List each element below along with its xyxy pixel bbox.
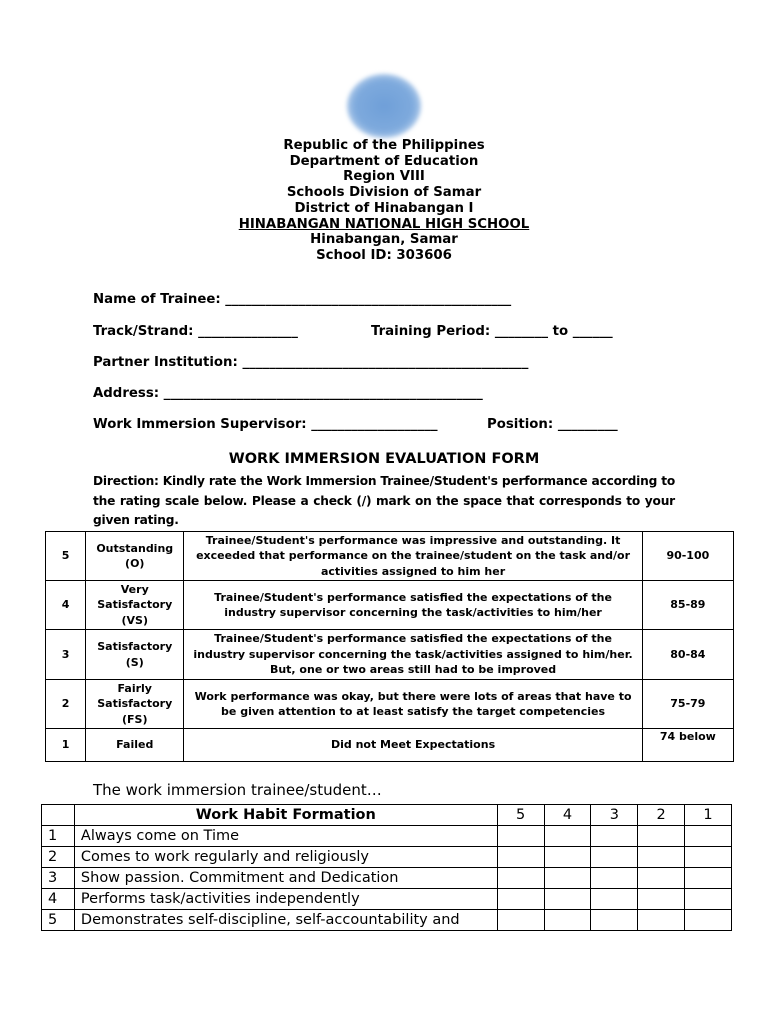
scale-range: 74 below bbox=[642, 729, 733, 762]
scale-rate: 5 bbox=[46, 532, 86, 581]
scale-range: 90-100 bbox=[642, 532, 733, 581]
scale-label: Fairly Satisfactory (FS) bbox=[86, 680, 184, 729]
rating-cell-2[interactable] bbox=[638, 847, 685, 868]
header-line: Schools Division of Samar bbox=[286, 185, 482, 201]
item-number: 3 bbox=[42, 868, 75, 889]
item-number: 4 bbox=[42, 889, 75, 910]
item-number: 1 bbox=[42, 826, 75, 847]
item-text: Performs task/activities independently bbox=[74, 889, 497, 910]
scale-description: Trainee/Student's performance was impressive and outstanding. It exceeded that performance on the trainee/student on the task and/or activities assigned to him her bbox=[184, 532, 642, 581]
rating-cell-2[interactable] bbox=[638, 868, 685, 889]
rating-cell-3[interactable] bbox=[591, 847, 638, 868]
lead-text: The work immersion trainee/student… bbox=[93, 781, 382, 799]
item-number: 2 bbox=[42, 847, 75, 868]
header-line: Department of Education bbox=[289, 153, 479, 169]
work-habit-heading: Work Habit Formation bbox=[74, 805, 497, 826]
work-habit-table bbox=[41, 804, 732, 931]
item-text: Comes to work regularly and religiously bbox=[74, 847, 497, 868]
header-blank bbox=[42, 805, 75, 826]
rating-cell-1[interactable] bbox=[685, 847, 732, 868]
rating-cell-1[interactable] bbox=[685, 868, 732, 889]
rating-header-1: 1 bbox=[685, 805, 732, 826]
scale-row bbox=[46, 581, 734, 630]
rating-header-5: 5 bbox=[497, 805, 544, 826]
scale-label: Satisfactory (S) bbox=[86, 630, 184, 680]
trainee-name-field[interactable]: Name of Trainee: ___________________________________________ bbox=[93, 292, 512, 307]
item-text: Show passion. Commitment and Dedication bbox=[74, 868, 497, 889]
scale-rate: 4 bbox=[46, 581, 86, 630]
school-id: School ID: 303606 bbox=[316, 247, 452, 263]
rating-cell-3[interactable] bbox=[591, 868, 638, 889]
scale-rate: 3 bbox=[46, 630, 86, 680]
school-header bbox=[0, 138, 768, 264]
header-line: Republic of the Philippines bbox=[283, 138, 485, 153]
header-line: Region VIII bbox=[343, 169, 425, 185]
table-row bbox=[42, 826, 732, 847]
rating-cell-2[interactable] bbox=[638, 910, 685, 931]
rating-cell-4[interactable] bbox=[544, 889, 591, 910]
rating-cell-2[interactable] bbox=[638, 889, 685, 910]
rating-cell-4[interactable] bbox=[544, 868, 591, 889]
scale-row bbox=[46, 532, 734, 581]
rating-cell-1[interactable] bbox=[685, 910, 732, 931]
scale-range: 80-84 bbox=[642, 630, 733, 680]
table-row bbox=[42, 847, 732, 868]
scale-label: Outstanding (O) bbox=[86, 532, 184, 581]
school-location: Hinabangan, Samar bbox=[310, 232, 458, 248]
deped-seal-logo bbox=[347, 74, 421, 138]
table-header-row bbox=[42, 805, 732, 826]
scale-description: Trainee/Student's performance satisfied the expectations of the industry supervisor concerning the task/activities assigned to him/her. But, one or two areas still had to be improved bbox=[184, 630, 642, 680]
scale-range: 85-89 bbox=[642, 581, 733, 630]
rating-cell-5[interactable] bbox=[497, 868, 544, 889]
rating-scale-table bbox=[45, 531, 734, 762]
rating-cell-2[interactable] bbox=[638, 826, 685, 847]
scale-row bbox=[46, 630, 734, 680]
address-field[interactable]: Address: ________________________________________________ bbox=[93, 386, 483, 401]
track-strand-field[interactable]: Track/Strand: _______________ bbox=[93, 324, 298, 339]
scale-rate: 2 bbox=[46, 680, 86, 729]
position-field[interactable]: Position: _________ bbox=[487, 417, 618, 432]
direction-text: Direction: Kindly rate the Work Immersion Trainee/Student's performance according to the rating scale below. Please a check (/) mark on the space that corresponds to your given rating. bbox=[93, 474, 675, 527]
rating-cell-5[interactable] bbox=[497, 826, 544, 847]
item-text: Demonstrates self-discipline, self-accountability and bbox=[74, 910, 497, 931]
rating-header-4: 4 bbox=[544, 805, 591, 826]
scale-description: Work performance was okay, but there were lots of areas that have to be given attention to at least satisfy the target competencies bbox=[184, 680, 642, 729]
header-line: District of Hinabangan I bbox=[294, 200, 474, 216]
table-row bbox=[42, 868, 732, 889]
school-name: HINABANGAN NATIONAL HIGH SCHOOL bbox=[238, 216, 530, 232]
rating-cell-4[interactable] bbox=[544, 847, 591, 868]
rating-cell-1[interactable] bbox=[685, 889, 732, 910]
rating-cell-3[interactable] bbox=[591, 910, 638, 931]
scale-description: Trainee/Student's performance satisfied the expectations of the industry supervisor concerning the task/activities to him/her bbox=[184, 581, 642, 630]
item-number: 5 bbox=[42, 910, 75, 931]
rating-header-2: 2 bbox=[638, 805, 685, 826]
rating-cell-5[interactable] bbox=[497, 910, 544, 931]
rating-cell-1[interactable] bbox=[685, 826, 732, 847]
table-row bbox=[42, 889, 732, 910]
partner-institution-field[interactable]: Partner Institution: ___________________________________________ bbox=[93, 355, 529, 370]
scale-range: 75-79 bbox=[642, 680, 733, 729]
rating-cell-5[interactable] bbox=[497, 847, 544, 868]
scale-label: Very Satisfactory (VS) bbox=[86, 581, 184, 630]
supervisor-field[interactable]: Work Immersion Supervisor: ___________________ bbox=[93, 417, 438, 432]
rating-header-3: 3 bbox=[591, 805, 638, 826]
rating-cell-5[interactable] bbox=[497, 889, 544, 910]
rating-cell-4[interactable] bbox=[544, 826, 591, 847]
scale-row bbox=[46, 729, 734, 762]
rating-cell-3[interactable] bbox=[591, 826, 638, 847]
training-period-field[interactable]: Training Period: ________ to ______ bbox=[371, 324, 613, 339]
scale-description: Did not Meet Expectations bbox=[184, 729, 642, 762]
scale-label: Failed bbox=[86, 729, 184, 762]
form-title: WORK IMMERSION EVALUATION FORM bbox=[228, 451, 540, 467]
scale-row bbox=[46, 680, 734, 729]
scale-rate: 1 bbox=[46, 729, 86, 762]
item-text: Always come on Time bbox=[74, 826, 497, 847]
rating-cell-4[interactable] bbox=[544, 910, 591, 931]
rating-cell-3[interactable] bbox=[591, 889, 638, 910]
table-row bbox=[42, 910, 732, 931]
